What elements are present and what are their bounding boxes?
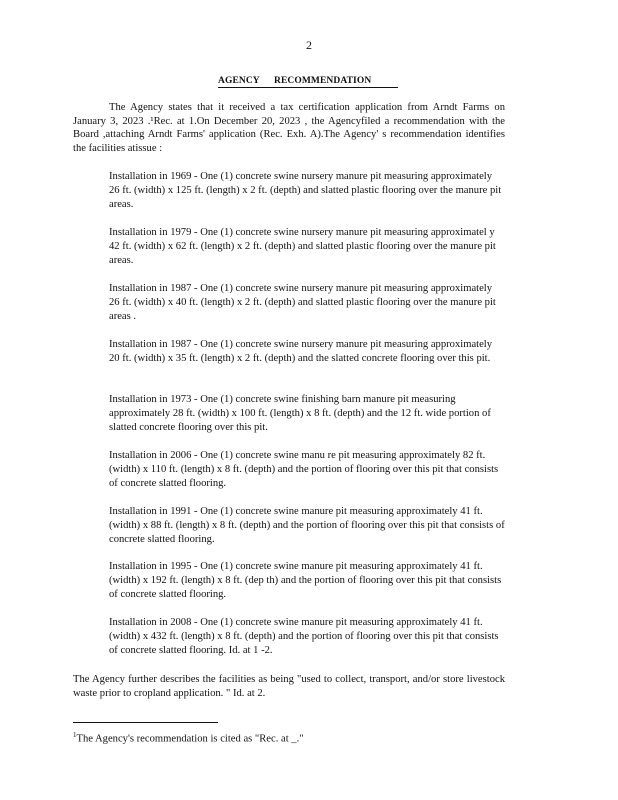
- footnote-text: The Agency's recommendation is cited as "Rec. at _.": [76, 733, 304, 745]
- facility-item-1: Installation in 1969 - One (1) concrete swine nursery manure pit measuring approximately 26 ft. (width) x 125 ft. (length) x 2 ft. (depth) and slatted plastic flooring over the manure pit areas.: [109, 171, 502, 210]
- facility-item-6: Installation in 2006 - One (1) concrete swine manu re pit measuring approximately 82 ft. (width) x 110 ft. (length) x 8 ft. (depth) and the portion of flooring over this pit that consists of concrete slatted flooring.: [109, 450, 499, 489]
- page-number: 2: [306, 38, 312, 52]
- facility-item-9: Installation in 2008 - One (1) concrete swine manure pit measuring approximately 41 ft. (width) x 432 ft. (length) x 8 ft. (depth) and the portion of flooring over this pit that consists of concrete slatted flooring. Id. at 1 -2.: [109, 617, 499, 656]
- facility-item-3: Installation in 1987 - One (1) concrete swine nursery manure pit measuring approximately 26 ft. (width) x 40 ft. (length) x 2 ft. (depth) and slatted plastic flooring over the manure pit areas .: [109, 283, 496, 322]
- footnote-marker: 1: [73, 731, 77, 739]
- facility-item-4: Installation in 1987 - One (1) concrete swine nursery manure pit measuring approximately 20 ft. (width) x 35 ft. (length) x 2 ft. (depth) and the slatted concrete flooring over this pit.: [109, 339, 493, 364]
- facility-item-5: Installation in 1973 - One (1) concrete swine finishing barn manure pit measuring approximately 28 ft. (width) x 100 ft. (length) x 8 ft. (depth) and the 12 ft. wide portion of slatted concrete flooring over this pit.: [109, 394, 491, 433]
- facility-item-2: Installation in 1979 - One (1) concrete swine nursery manure pit measuring approximatel y 42 ft. (width) x 62 ft. (length) x 2 ft. (depth) and slatted plastic flooring over the manure pit areas.: [109, 227, 496, 266]
- facility-item-8: Installation in 1995 - One (1) concrete swine manure pit measuring approximately 41 ft. (width) x 192 ft. (length) x 8 ft. (dep th) and the portion of flooring over this pit that consists of concrete slatted flooring.: [109, 561, 502, 600]
- facility-item-7: Installation in 1991 - One (1) concrete swine manure pit measuring approximately 41 ft.(width) x 88 ft. (length) x 8 ft. (depth) and the portion of flooring over this pit that consists of concrete slatted flooring.: [109, 506, 505, 545]
- footnote-separator: [73, 722, 218, 723]
- intro-paragraph: [73, 101, 505, 155]
- section-heading: [218, 76, 398, 86]
- intro-text: The Agency states that it received a tax certification application from Arndt Farms on January 3, 2023 .¹Rec. at 1.On December 20, 2023 , the Agencyfiled a recommendation with the Board ,attaching Arndt Farms' application (Rec. Exh. A).The Agency' s recommendation identifies the facilities atissue :: [73, 102, 505, 154]
- heading-word-recommendation: RECOMMENDATION: [274, 76, 372, 86]
- footnote: [73, 731, 505, 745]
- heading-word-agency: AGENCY: [218, 76, 260, 86]
- heading-underline: [218, 87, 398, 88]
- closing-paragraph: The Agency further describes the facilities as being "used to collect, transport, and/or store livestock waste prior to cropland application. " Id. at 2.: [73, 674, 505, 699]
